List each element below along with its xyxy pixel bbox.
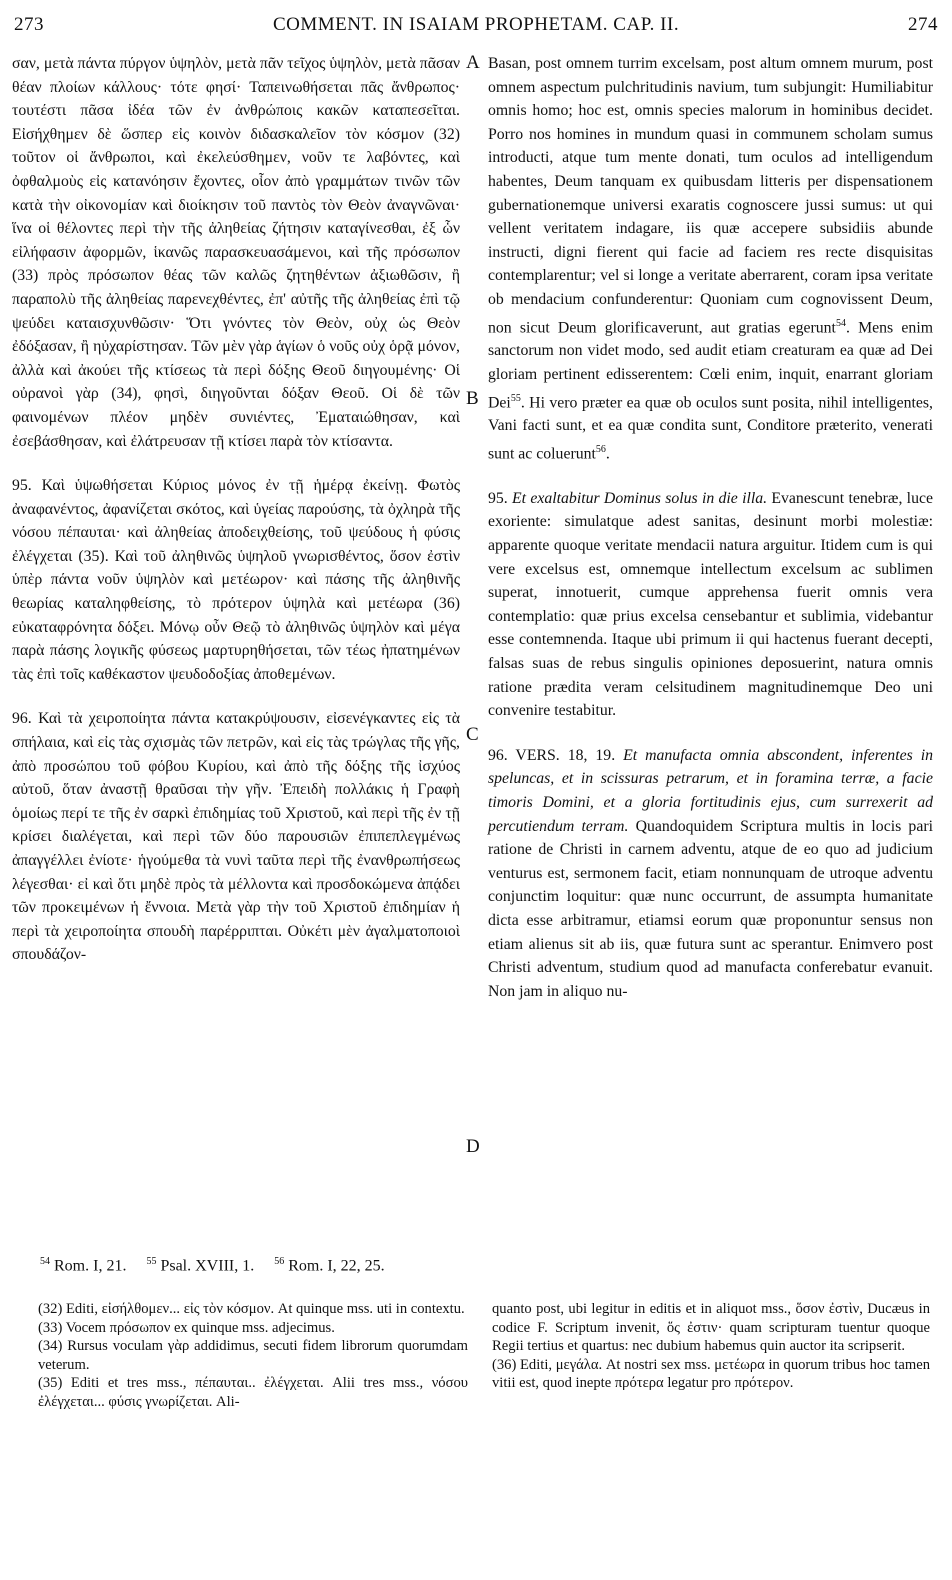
- latin-column: [488, 52, 933, 1003]
- footnote-54: Rom. I, 21.: [50, 1257, 127, 1275]
- margin-mark-c: C: [466, 724, 479, 745]
- footnote-ref-55: 55: [510, 392, 521, 404]
- note-35: (35) Editi et tres mss., πέπαυται.. ἐλέγχεται. Alii tres mss., νόσου ἐλέγχεται... φύσις γνωρίζεται. Ali-: [38, 1375, 468, 1410]
- running-header: [0, 14, 952, 38]
- page-number-left: 273: [14, 14, 44, 35]
- greek-column: [12, 52, 460, 967]
- note-33: (33) Vocem πρόσωπον ex quinque mss. adjecimus.: [38, 1319, 335, 1336]
- margin-mark-d: D: [466, 1136, 480, 1157]
- page-number-right: 274: [908, 14, 938, 35]
- footnote-ref-56: 56: [595, 444, 606, 456]
- margin-mark-a: A: [466, 52, 480, 73]
- margin-mark-b: B: [466, 388, 479, 409]
- latin-paragraph-95: 95. Et exaltabitur Dominus solus in die illa. Evanescunt tenebræ, luce exoriente: simulatque adest sanitas, desinunt morbi molestiæ: apparente quoque veritate mendacii natura arguitur. Itidem cum is qui vere excelsus est, omnemque intellectum excelsum ac sublimen superat, innotuerit, cumque apprehensa fuerit omnis vera contemplatio: quæ prius excelsa censebantur et sublimia, videbantur esse contemnenda. Itaque ubi primum ii qui hactenus fuerant decepti, falsas suas de rebus singulis opiniones deposuerint, natura omnis ratione prædita veram celsitudinem magnitudinemque Deo uni convenire testabitur.: [488, 489, 933, 720]
- greek-paragraph-1: σαν, μετὰ πάντα πύργον ὑψηλὸν, μετὰ πᾶν τεῖχος ὑψηλὸν, μετὰ πᾶσαν θέαν πλοίων κάλλους· τότε φησί· Ταπεινωθήσεται πᾶς ἄνθρωπος· τουτέστι πᾶσα ἰδέα τῶν ἐν ἀνθρώποις κακῶν καταπεσεῖται. Εἰσήχθημεν δὲ ὥσπερ εἰς κοινὸν διδασκαλεῖον τὸν κόσμον (32) τοῦτον οἱ ἄνθρωποι, καὶ ἐκελεύσθημεν, νοῦν τε λαβόντες, καὶ ὀφθαλμοὺς εἰς κατανόησιν ἔχοντες, οἷον ἀπὸ γραμμάτων τινῶν τῶν κατὰ τὴν οἰκονομίαν καὶ διοίκησιν τοῦ παντὸς τὸν Θεὸν ἀναγνῶναι· ἵνα οἱ θέλοντες περὶ τὴν τῆς ἀληθείας ζήτησιν καταγίνεσθαι, ἐξ ὧν εἰλήφασιν ἀφορμῶν, ἱκανῶς παρασκευασάμενοι, καὶ τῆς πρόσωπον (33) πρὸς πρόσωπον θέας τῶν καλῶς ζητηθέντων ἀξιωθῶσιν, ἢ παραπολὺ τῆς ἀληθείας παρενεχθέντες, ἐπ' αὐτῆς τῆς ἀληθείας ἐπὶ τῷ ψεύδει καταισχυνθῶσιν· Ὅτι γνόντες τὸν Θεὸν, οὐχ ὡς Θεὸν ἐδόξασαν, ἢ ηὐχαρίστησαν. Τῶν μὲν γὰρ ἁγίων ὁ νοῦς οὐχ ὁρᾷ μόνον, ἀλλὰ καὶ ἀκούει τῆς κτίσεως τὰ περὶ δόξης Θεοῦ διηγουμένης· Οἱ οὐρανοὶ γὰρ (34), φησὶ, διηγοῦνται δόξαν Θεοῦ. Οἱ δὲ τῶν φαινομένων πλέον μηδὲν συνιέντες, Ἐματαιώθησαν, καὶ ἐσεβάσθησαν, καὶ ἐλάτρευσαν τῇ κτίσει παρὰ τὸν κτίσαντα.: [12, 55, 460, 450]
- footnotes: $^{54}$ Rom. I, 21. $^{55}$ Psal. XVIII, 1. $^{56}$ Rom. I, 22, 25.: [40, 1256, 385, 1275]
- page-title: COMMENT. IN ISAIAM PROPHETAM. CAP. II.: [272, 14, 680, 35]
- editor-notes-right: [492, 1300, 930, 1393]
- footnote-ref-54: 54: [835, 317, 846, 329]
- greek-paragraph-95: 95. Καὶ ὑψωθήσεται Κύριος μόνος ἐν τῇ ἡμέρᾳ ἐκείνῃ. Φωτὸς ἀναφανέντος, ἀφανίζεται σκότος, καὶ ὑγείας παρούσης, τὰ ὀχληρὰ τῆς νόσου πέπαυται· καὶ ἀληθείας ἀποδειχθείσης, τοῦ ψεύδους ἡ φύσις ἐλέγχεται (35). Καὶ τοῦ ἀληθινῶς ὑψηλοῦ γνωρισθέντος, ὅσον ἐστὶν ὑπὲρ πάντα νοῦν ὑψηλὸν καὶ μετέωρον· καὶ πάσης τῆς ἀληθινῆς θεωρίας καταληφθείσης, τὸ πρότερον ὑψηλὰ καὶ μετέωρα (36) εὐκαταφρόνητα δόξει. Μόνῳ οὖν Θεῷ τὸ ἀληθινῶς ὑψηλὸν καὶ μέγα παρὰ πάσης λογικῆς φύσεως μαρτυρηθήσεται, τῶν τέως ἠπατημένων τὰς ἐπὶ τοῖς καθέκαστον ψευδοδοξίας ἀποθεμένων.: [12, 477, 460, 683]
- footnote-56: Rom. I, 22, 25.: [284, 1257, 385, 1275]
- note-32: (32) Editi, εἰσήλθομεν... εἰς τὸν κόσμον. At quinque mss. uti in contextu.: [38, 1301, 465, 1317]
- latin-paragraph-1: Basan, post omnem turrim excelsam, post altum omnem murum, post omnem aspectum pulchritudinis navium, tum subjungit: Humiliabitur omnis homo; hoc est, omnis species malorum in hominibus decidet. Porro nos homines in mundum quasi in communem scholam sumus introducti, atque tum mente donati, tum oculos ad intelligendum habentes, Deum tanquam ex quibusdam litteris per dispensationem gubernationemque universi exaratis cognoscere jussi sumus: ut qui vellent veritatem indagare, iis quæ accepere subsidiis abunde instructi, digni fierent qui facie ad faciem res recte disquisitas contemplarentur; vel si longe a veritate aberrarent, coram ipsa veritate ob mendacium confunderentur: Quoniam cum cognovissent Deum, non sicut Deum glorificaverunt, aut gratias egerunt$^{54}$. Mens enim sanctorum non videt modo, sed audit etiam creaturam ea quæ ad Dei gloriam pertinent edisserentem: Cœli enim, inquit, enarrant gloriam Dei$^{55}$. Hi vero præter ea quæ ob oculos sunt posita, nihil intelligentes, Vani facti sunt, et ea quæ condita sunt, Conditore præterito, venerati sunt ac coluerunt$^{56}$.: [488, 55, 933, 463]
- editor-notes-left: [38, 1300, 468, 1412]
- footnote-55: Psal. XVIII, 1.: [156, 1257, 255, 1275]
- note-36: (36) Editi, μεγάλα. At nostri sex mss. μετέωρα in quorum tribus hoc tamen vitii est, quod inepte πρότερα legatur pro πρότερον.: [492, 1356, 930, 1392]
- lemma-96: Et manufacta omnia abscondent, inferentes in speluncas, et in scissuras petrarum, et in foramina terræ, a facie timoris Domini, et a gloria fortitudinis ejus, cum surrexerit ad percutiendum terram.: [488, 746, 933, 835]
- latin-paragraph-96: 96. VERS. 18, 19. Et manufacta omnia abscondent, inferentes in speluncas, et in scissuras petrarum, et in foramina terræ, a facie timoris Domini, et a gloria fortitudinis ejus, cum surrexerit ad percutiendum terram. Quandoquidem Scriptura multis in locis pari ratione de Christi in carnem adventu, atque de eo quo ad judicium venturus est, sermonem facit, etiam nonnunquam de utroque adventu conjunctim loquitur: quæ nunc occurrunt, de assumpta humanitate dicta esse arbitramur, etiamsi eorum quæ proponuntur sensus non etiam alienus sit ab iis, quæ futura sunt ac sperantur. Enimvero post Christi adventum, studium quod ad manufacta conferebatur evanuit. Non jam in aliquo nu-: [488, 746, 933, 1000]
- note-34: (34) Rursus voculam γὰρ addidimus, secuti fidem librorum quorumdam veterum.: [38, 1338, 468, 1373]
- lemma-95: Et exaltabitur Dominus solus in die illa.: [512, 489, 768, 507]
- greek-paragraph-96: 96. Καὶ τὰ χειροποίητα πάντα κατακρύψουσιν, εἰσενέγκαντες εἰς τὰ σπήλαια, καὶ εἰς τὰς σχισμὰς τῶν πετρῶν, καὶ εἰς τὰς τρώγλας τῆς γῆς, ἀπὸ προσώπου τοῦ φόβου Κυρίου, καὶ ἀπὸ τῆς δόξης τῆς ἰσχύος αὐτοῦ, ὅταν ἀναστῇ θραῦσαι τὴν γῆν. Ἐπειδὴ πολλάκις ἡ Γραφὴ ὁμοίως περί τε τῆς ἐν σαρκὶ ἐπιδημίας τοῦ Χριστοῦ, καὶ περὶ τῆς ἐν τῇ κρίσει διαλέγεται, καὶ περὶ τῶν δύο παρουσιῶν ἐπιπεπλεγμένως ἀπαγγέλλει ἐνίοτε· ἡγούμεθα τὰ νυνὶ ταῦτα περὶ τῆς ἐνανθρωπήσεως λέγεσθαι· εἰ καὶ ὅτι μηδὲ πρὸς τὰ μέλλοντα καὶ προσδοκώμενα ἀπᾴδει τῶν προκειμένων ἡ ἔννοια. Μετὰ γὰρ τὴν τοῦ Χριστοῦ ἐπιδημίαν ἡ περὶ τὰ χειροποίητα σπουδὴ παρέρριπται. Οὐκέτι μὲν ἀγαλματοποιοὶ σπουδάζον-: [12, 710, 460, 964]
- note-35-continued: quanto post, ubi legitur in editis et in aliquot mss., ὅσον ἐστὶν, Ducæus in codice F. Scriptum invenit, ὅς ἐστιν· quam scripturam tuentur quoque Regii tertius et quartus: nec dubium habemus quin auctor ita scripserit.: [492, 1301, 930, 1355]
